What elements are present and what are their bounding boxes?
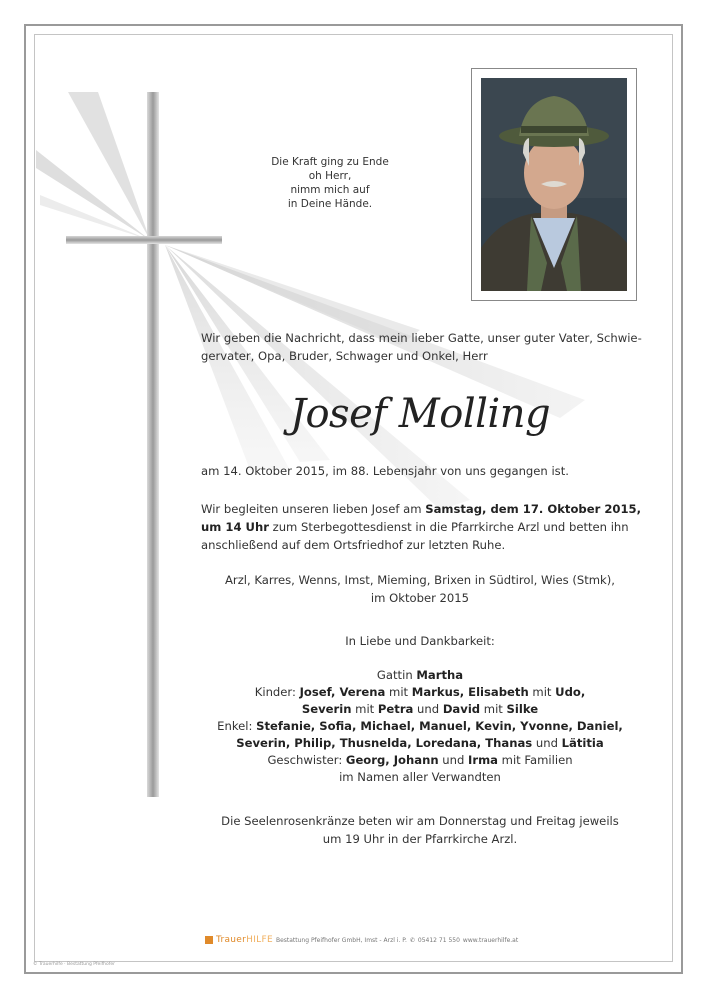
- portrait-photo: [481, 78, 627, 291]
- funeral-text: Wir begleiten unseren lieben Josef am: [201, 502, 426, 516]
- funeral-line: [201, 518, 641, 536]
- connector: und: [413, 702, 443, 716]
- announcement-intro: [201, 329, 641, 365]
- child-names: Josef, Verena: [299, 685, 386, 699]
- connector: mit: [480, 702, 507, 716]
- intro-line: gervater, Opa, Bruder, Schwager und Onkel, Herr: [201, 349, 488, 363]
- sibling-names: Georg, Johann: [345, 753, 439, 767]
- intro-line: Wir geben die Nachricht, dass mein lieber Gatte, unser guter Vater, Schwie-: [201, 331, 642, 345]
- connector: mit: [385, 685, 412, 699]
- connector: mit: [528, 685, 556, 699]
- grandchildren-names: Lätitia: [561, 736, 604, 750]
- poem-line: nimm mich auf: [290, 184, 370, 196]
- places-and-date: [200, 571, 640, 607]
- mourners-heading: In Liebe und Dankbarkeit:: [345, 634, 495, 648]
- funeral-time: um 14 Uhr: [201, 520, 269, 534]
- funeral-details: [201, 500, 641, 554]
- children-line: [200, 684, 640, 701]
- siblings-line: [200, 752, 640, 769]
- mourners-list: [200, 633, 640, 786]
- places-line: Arzl, Karres, Wenns, Imst, Mieming, Brixen in Südtirol, Wies (Stmk),: [225, 573, 615, 587]
- date-line: im Oktober 2015: [370, 591, 470, 605]
- logo-icon: [205, 936, 213, 944]
- connector: und: [532, 736, 562, 750]
- grandchildren-names: Severin, Philip, Thusnelda, Loredana, Thanas: [236, 736, 533, 750]
- siblings-label: Geschwister:: [267, 753, 346, 767]
- grandchildren-line: [200, 718, 640, 735]
- child-names: Markus, Elisabeth: [411, 685, 529, 699]
- spouse-label: Gattin: [376, 668, 417, 682]
- poem-line: Die Kraft ging zu Ende: [271, 156, 389, 168]
- rosary-notice: [200, 812, 640, 848]
- footer-company: Bestattung Pfeifhofer GmbH, Imst - Arzl i. P.: [275, 936, 407, 944]
- funeral-line: anschließend auf dem Ortsfriedhof zur letzten Ruhe.: [201, 538, 506, 552]
- rosary-line: um 19 Uhr in der Pfarrkirche Arzl.: [322, 832, 518, 846]
- connector: mit: [351, 702, 378, 716]
- child-names: Udo,: [555, 685, 586, 699]
- spouse-name: Martha: [416, 668, 464, 682]
- cross-vertical-beam: [147, 92, 159, 797]
- grandchildren-line: [200, 735, 640, 752]
- poem-line: in Deine Hände.: [287, 198, 373, 210]
- logo-text: TrauerHILFE: [216, 935, 273, 945]
- child-names: Silke: [506, 702, 539, 716]
- footer-phone: 05412 71 550: [417, 936, 460, 944]
- funeral-date: Samstag, dem 17. Oktober 2015,: [425, 502, 641, 516]
- phone-icon: ✆: [409, 936, 415, 944]
- spouse-line: [200, 667, 640, 684]
- child-names: Petra: [377, 702, 414, 716]
- footer-web[interactable]: www.trauerhilfe.at: [462, 936, 519, 944]
- poem-line: oh Herr,: [308, 170, 352, 182]
- rosary-line: Die Seelenrosenkränze beten wir am Donnerstag und Freitag jeweils: [221, 814, 619, 828]
- relatives-line: im Namen aller Verwandten: [339, 770, 501, 784]
- connector: mit Familien: [497, 753, 573, 767]
- connector: und: [438, 753, 469, 767]
- deceased-name: Josef Molling: [289, 391, 551, 437]
- grandchildren-names: Stefanie, Sofia, Michael, Manuel, Kevin, Yvonne, Daniel,: [256, 719, 623, 733]
- funeral-line: [201, 500, 641, 518]
- sibling-names: Irma: [468, 753, 498, 767]
- child-names: Severin: [301, 702, 352, 716]
- footer: [205, 935, 518, 945]
- poem: [240, 155, 420, 211]
- child-names: David: [442, 702, 481, 716]
- death-notice: am 14. Oktober 2015, im 88. Lebensjahr von uns gegangen ist.: [201, 464, 569, 478]
- children-line: [200, 701, 640, 718]
- copyright-note: © Trauerhilfe · Bestattung Pfeifhofer: [33, 962, 115, 967]
- grandchildren-label: Enkel:: [217, 719, 257, 733]
- cross-horizontal-beam: [66, 236, 222, 244]
- children-label: Kinder:: [254, 685, 300, 699]
- funeral-text: zum Sterbegottesdienst in die Pfarrkirche Arzl und betten ihn: [268, 520, 629, 534]
- portrait-frame: [471, 68, 637, 301]
